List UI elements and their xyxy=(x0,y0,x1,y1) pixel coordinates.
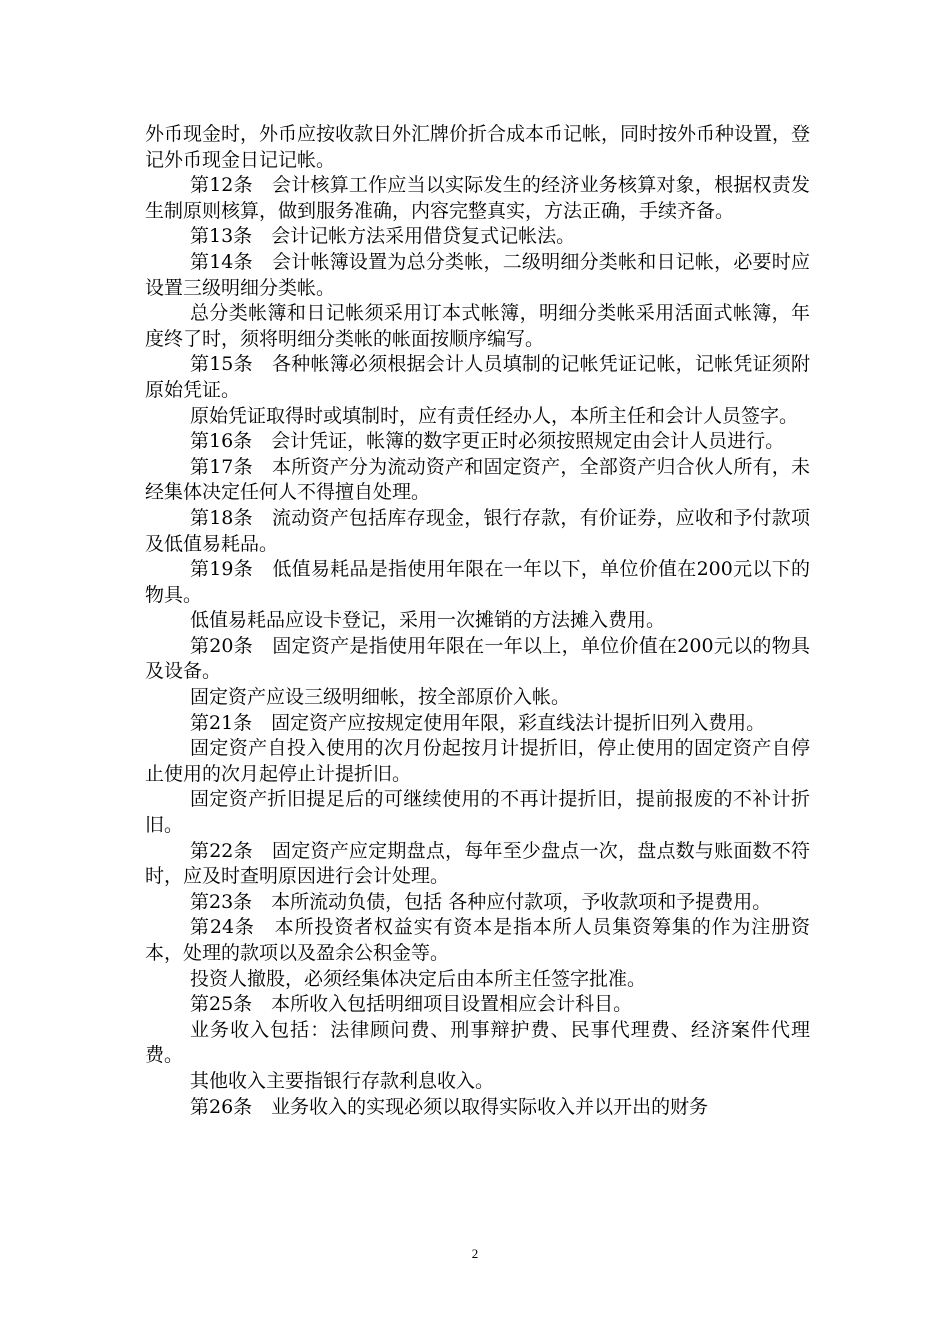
paragraph: 固定资产折旧提足后的可继续使用的不再计提折旧，提前报废的不补计折旧。 xyxy=(145,788,810,837)
paragraph: 固定资产自投入使用的次月份起按月计提折旧，停止使用的固定资产自停止使用的次月起停止计提折旧。 xyxy=(145,737,810,785)
paragraph: 第26条 业务收入的实现必须以取得实际收入并以开出的财务 xyxy=(190,1095,709,1118)
paragraph: 第18条 流动资产包括库存现金，银行存款，有价证券，应收和予付款项及低值易耗品。 xyxy=(145,506,810,555)
paragraph: 业务收入包括：法律顾问费、刑事辩护费、民事代理费、经济案件代理费。 xyxy=(145,1018,810,1067)
page-number: 2 xyxy=(471,1246,479,1261)
paragraph: 其他收入主要指银行存款利息收入。 xyxy=(190,1069,495,1092)
paragraph: 第23条 本所流动负债，包括 各种应付款项，予收款项和予提费用。 xyxy=(190,890,772,913)
paragraph: 第17条 本所资产分为流动资产和固定资产，全部资产归合伙人所有，未经集体决定任何人不得擅自处理。 xyxy=(145,455,810,504)
paragraph: 第20条 固定资产是指使用年限在一年以上，单位价值在200元以的物具及设备。 xyxy=(145,634,810,683)
paragraph: 第15条 各种帐簿必须根据会计人员填制的记帐凭证记帐，记帐凭证须附原始凭证。 xyxy=(145,353,810,401)
paragraph: 第13条 会计记帐方法采用借贷复式记帐法。 xyxy=(190,225,576,248)
paragraph: 第16条 会计凭证，帐簿的数字更正时必须按照规定由会计人员进行。 xyxy=(190,430,785,453)
paragraph: 第19条 低值易耗品是指使用年限在一年以下，单位价值在200元以下的物具。 xyxy=(145,558,810,606)
paragraph: 第25条 本所收入包括明细项目设置相应会计科目。 xyxy=(190,993,633,1016)
paragraph: 总分类帐簿和日记帐须采用订本式帐簿，明细分类帐采用活面式帐簿，年度终了时，须将明细分类帐的帐面按顺序编写。 xyxy=(145,302,810,350)
paragraph: 固定资产应设三级明细帐，按全部原价入帐。 xyxy=(190,686,571,709)
paragraph: 第21条 固定资产应按规定使用年限，彩直线法计提折旧列入费用。 xyxy=(190,711,766,734)
paragraph: 低值易耗品应设卡登记，采用一次摊销的方法摊入费用。 xyxy=(190,609,666,632)
paragraph: 第14条 会计帐簿设置为总分类帐，二级明细分类帐和日记帐，必要时应设置三级明细分类帐。 xyxy=(145,250,810,299)
paragraph: 投资人撤股，必须经集体决定后由本所主任签字批准。 xyxy=(190,967,647,990)
paragraph: 原始凭证取得时或填制时，应有责任经办人，本所主任和会计人员签字。 xyxy=(190,404,799,427)
document-body xyxy=(145,122,810,1120)
paragraph: 外币现金时，外币应按收款日外汇牌价折合成本币记帐，同时按外币种设置，登记外币现金日记记帐。 xyxy=(145,123,811,171)
paragraph: 第12条 会计核算工作应当以实际发生的经济业务核算对象，根据权责发生制原则核算，做到服务准确，内容完整真实，方法正确，手续齐备。 xyxy=(145,174,810,222)
paragraph: 第22条 固定资产应定期盘点，每年至少盘点一次，盘点数与账面数不符时，应及时查明原因进行会计处理。 xyxy=(145,839,810,888)
paragraph: 第24条 本所投资者权益实有资本是指本所人员集资筹集的作为注册资本，处理的款项以及盈余公积金等。 xyxy=(145,916,810,964)
